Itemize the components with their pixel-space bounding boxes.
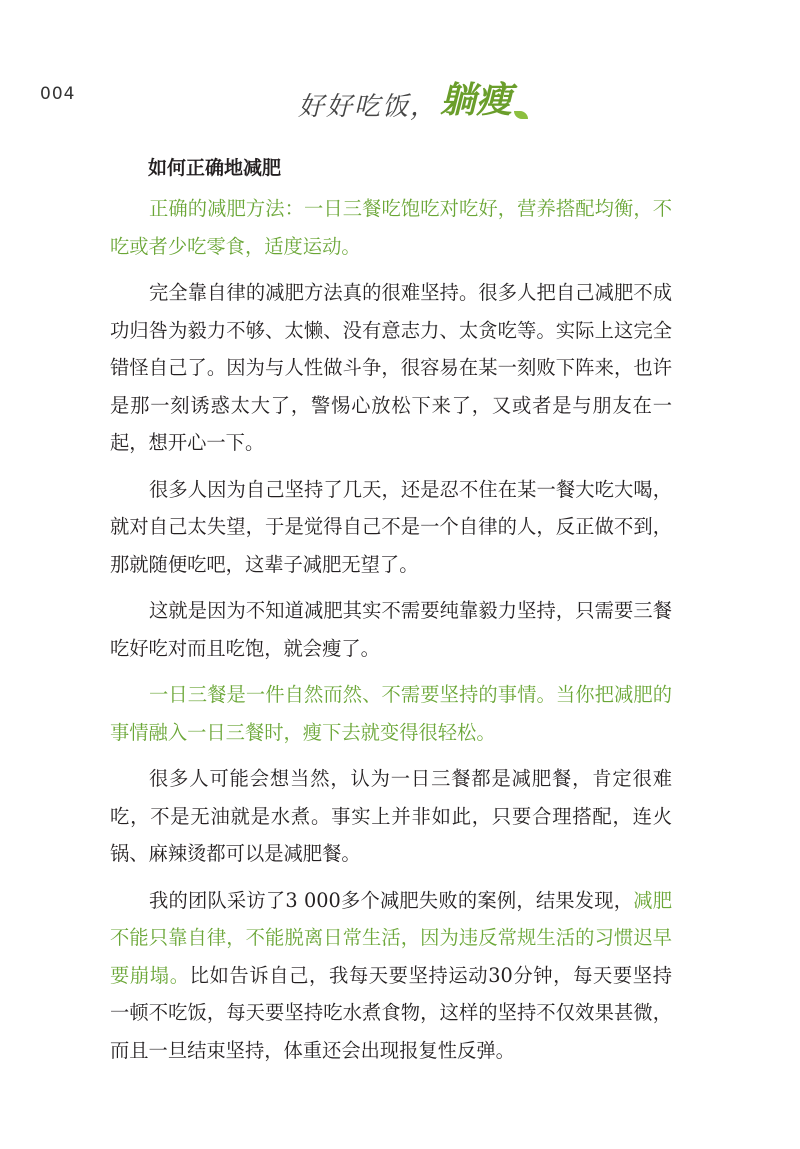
paragraph [110,882,672,1070]
paragraph [110,592,672,667]
body-text: 完全靠自律的减肥方法真的很难坚持。很多人把自己减肥不成功归咎为毅力不够、太懒、没有意志力、太贪吃等。实际上这完全错怪自己了。因为与人性做斗争，很容易在某一刻败下阵来，也许是那一刻诱惑太大了，警惕心放松下来了，又或者是与朋友在一起，想开心一下。 [110,281,672,454]
highlighted-text: 正确的减肥方法：一日三餐吃饱吃对吃好，营养搭配均衡，不吃或者少吃零食，适度运动。 [110,197,672,258]
leaf-icon [514,111,528,119]
section-heading: 如何正确地减肥 [148,157,282,179]
page-number: 004 [40,84,76,104]
highlighted-text: 一日三餐是一件自然而然、不需要坚持的事情。当你把减肥的事情融入一日三餐时，瘦下去就变得很轻松。 [110,683,672,744]
body-text: 比如告诉自己，我每天要坚持运动30分钟，每天要坚持一顿不吃饭，每天要坚持吃水煮食物，这样的坚持不仅效果甚微，而且一旦结束坚持，体重还会出现报复性反弹。 [110,963,672,1062]
body-text: 这就是因为不知道减肥其实不需要纯靠毅力坚持，只需要三餐吃好吃对而且吃饱，就会瘦了。 [110,599,672,660]
paragraph [110,471,672,584]
page-body [110,152,672,1078]
body-text: 我的团队采访了3 000多个减肥失败的案例，结果发现， [149,888,634,912]
running-title-accent: 躺瘦 [440,80,513,121]
body-text: 很多人因为自己坚持了几天，还是忍不住在某一餐大吃大喝，就对自己太失望，于是觉得自己不是一个自律的人，反正做不到，那就随便吃吧，这辈子减肥无望了。 [110,477,672,576]
paragraph [110,190,672,265]
running-title [298,72,528,123]
paragraph [110,676,672,751]
paragraph-list [110,190,672,1069]
paragraph [110,274,672,462]
highlighted-text: 减肥不能只靠自律，不能脱离日常生活，因为违反常规生活的习惯迟早要崩塌。 [110,888,672,987]
running-title-text: 好好吃饭， [298,92,439,122]
paragraph [110,760,672,873]
body-text: 很多人可能会想当然，认为一日三餐都是减肥餐，肯定很难吃，不是无油就是水煮。事实上并非如此，只要合理搭配，连火锅、麻辣烫都可以是减肥餐。 [110,767,672,865]
